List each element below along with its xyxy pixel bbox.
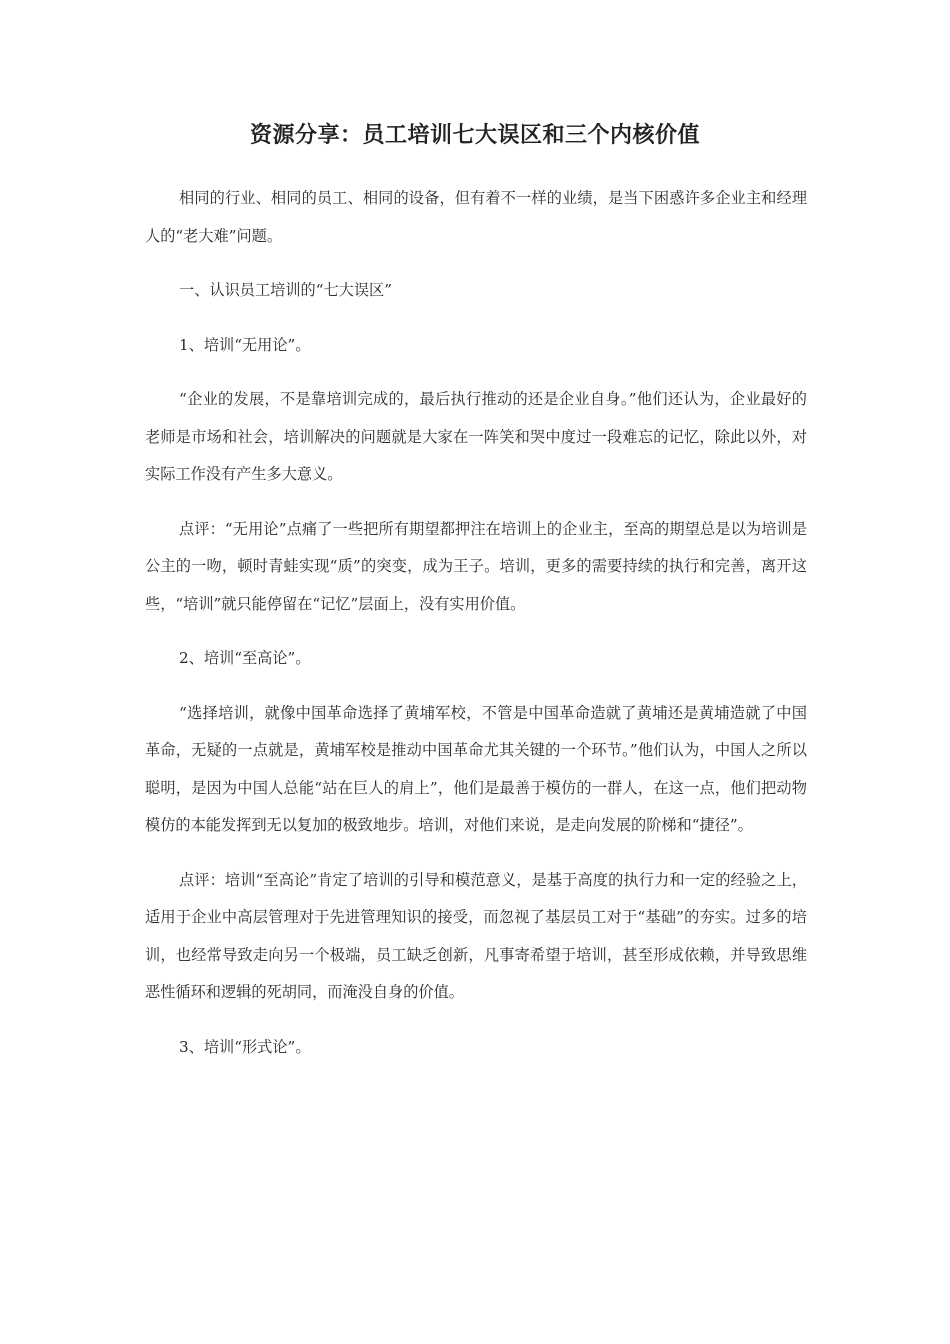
comment-paragraph: 点评：培训“至高论”肯定了培训的引导和模范意义，是基于高度的执行力和一定的经验之上，适用于企业中高层管理对于先进管理知识的接受，而忽视了基层员工对于“基础”的夯实。过多的培训，也经常导致走向另一个极端，员工缺乏创新，凡事寄希望于培训，甚至形成依赖，并导致思维恶性循环和逻辑的死胡同，而淹没自身的价值。 [145,870,807,1001]
subsection-heading: 2、培训“至高论”。 [179,649,311,667]
subsection-heading: 3、培训“形式论”。 [179,1037,311,1056]
document-title: 资源分享：员工培训七大误区和三个内核价值 [249,122,700,148]
section-heading: 一、认识员工培训的“七大误区” [179,281,392,299]
comment-paragraph: 点评：“无用论”点痛了一些把所有期望都押注在培训上的企业主，至高的期望总是以为培训是公主的一吻，顿时青蛙实现“质”的突变，成为王子。培训，更多的需要持续的执行和完善，离开这些，“培训”就只能停留在“记忆”层面上，没有实用价值。 [145,519,807,613]
body-paragraph: “选择培训，就像中国革命选择了黄埔军校，不管是中国革命造就了黄埔还是黄埔造就了中国革命，无疑的一点就是，黄埔军校是推动中国革命尤其关键的一个环节。”他们认为，中国人之所以聪明，是因为中国人总能“站在巨人的肩上”，他们是最善于模仿的一群人，在这一点，他们把动物模仿的本能发挥到无以复加的极致地步。培训，对他们来说，是走向发展的阶梯和“捷径”。 [145,703,807,834]
document-body [145,180,807,1066]
intro-paragraph: 相同的行业、相同的员工、相同的设备，但有着不一样的业绩，是当下困惑许多企业主和经理人的“老大难”问题。 [145,189,807,245]
subsection-heading: 1、培训“无用论”。 [179,335,311,354]
body-paragraph: “企业的发展，不是靠培训完成的，最后执行推动的还是企业自身。”他们还认为，企业最好的老师是市场和社会，培训解决的问题就是大家在一阵笑和哭中度过一段难忘的记忆，除此以外，对实际工作没有产生多大意义。 [145,390,807,483]
